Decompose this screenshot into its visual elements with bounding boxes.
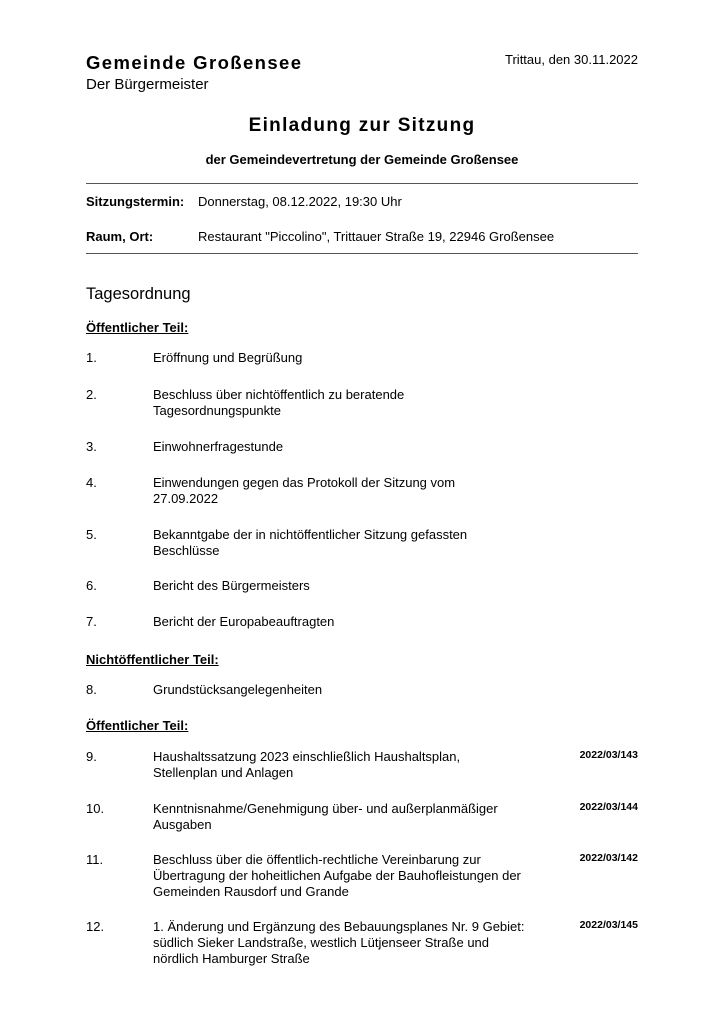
agenda-item-text: Haushaltssatzung 2023 einschließlich Haushaltsplan, Stellenplan und Anlagen — [153, 749, 461, 780]
divider-bottom — [86, 253, 638, 254]
document-reference: 2022/03/142 — [579, 852, 638, 864]
agenda-item-text: Eröffnung und Begrüßung — [153, 350, 303, 365]
agenda-item-text: Bericht des Bürgermeisters — [153, 578, 310, 593]
divider-top — [86, 183, 638, 184]
agenda-item-number: 1. — [86, 350, 97, 365]
document-reference: 2022/03/144 — [579, 801, 638, 813]
meeting-place-label: Raum, Ort: — [86, 229, 154, 244]
agenda-item-text: Kenntnisnahme/Genehmigung über- und außerplanmäßiger Ausgaben — [153, 801, 498, 832]
agenda-item-number: 10. — [86, 801, 105, 816]
agenda-item-text: Bericht der Europabeauftragten — [153, 614, 335, 629]
section-title: Öffentlicher Teil: — [86, 320, 189, 335]
meeting-date-label: Sitzungstermin: — [86, 194, 185, 209]
agenda-item-number: 3. — [86, 439, 97, 454]
agenda-item-number: 6. — [86, 578, 97, 593]
document-reference: 2022/03/145 — [579, 919, 638, 931]
agenda-item-number: 7. — [86, 614, 97, 629]
section-title: Öffentlicher Teil: — [86, 718, 189, 733]
meeting-place-value: Restaurant "Piccolino", Trittauer Straße 19, 22946 Großensee — [198, 229, 555, 244]
organization-name: Gemeinde Großensee — [86, 52, 303, 73]
agenda-item-text: Einwohnerfragestunde — [153, 439, 284, 454]
agenda-item-number: 12. — [86, 919, 105, 934]
section-title: Nichtöffentlicher Teil: — [86, 652, 219, 667]
agenda-item-text: Grundstücksangelegenheiten — [153, 682, 323, 697]
agenda-item-number: 5. — [86, 527, 97, 542]
agenda-item-text: Einwendungen gegen das Protokoll der Sitzung vom 27.09.2022 — [153, 475, 456, 506]
agenda-item-text: 1. Änderung und Ergänzung des Bebauungsplanes Nr. 9 Gebiet: südlich Sieker Landstraße, westlich Lütjenseer Straße und nördlich Hamburger Straße — [153, 919, 525, 966]
agenda-heading: Tagesordnung — [86, 285, 191, 303]
agenda-item-number: 8. — [86, 682, 97, 697]
document-reference: 2022/03/143 — [579, 749, 638, 761]
agenda-item-number: 11. — [86, 852, 104, 867]
agenda-item-number: 9. — [86, 749, 97, 764]
agenda-item-number: 4. — [86, 475, 97, 490]
agenda-item-text: Beschluss über nichtöffentlich zu beratende Tagesordnungspunkte — [153, 387, 405, 418]
organization-subtitle: Der Bürgermeister — [86, 76, 209, 93]
agenda-item-text: Bekanntgabe der in nichtöffentlicher Sitzung gefassten Beschlüsse — [153, 527, 468, 558]
meeting-date-value: Donnerstag, 08.12.2022, 19:30 Uhr — [198, 194, 402, 209]
document-subtitle: der Gemeindevertretung der Gemeinde Großensee — [205, 152, 519, 167]
agenda-item-text: Beschluss über die öffentlich-rechtliche Vereinbarung zur Übertragung der hoheitlichen Aufgabe der Bauhofleistungen der Gemeinden Rausdorf und Grande — [153, 852, 521, 899]
agenda-item-number: 2. — [86, 387, 97, 402]
place-date: Trittau, den 30.11.2022 — [505, 52, 638, 67]
document-title: Einladung zur Sitzung — [248, 115, 476, 136]
